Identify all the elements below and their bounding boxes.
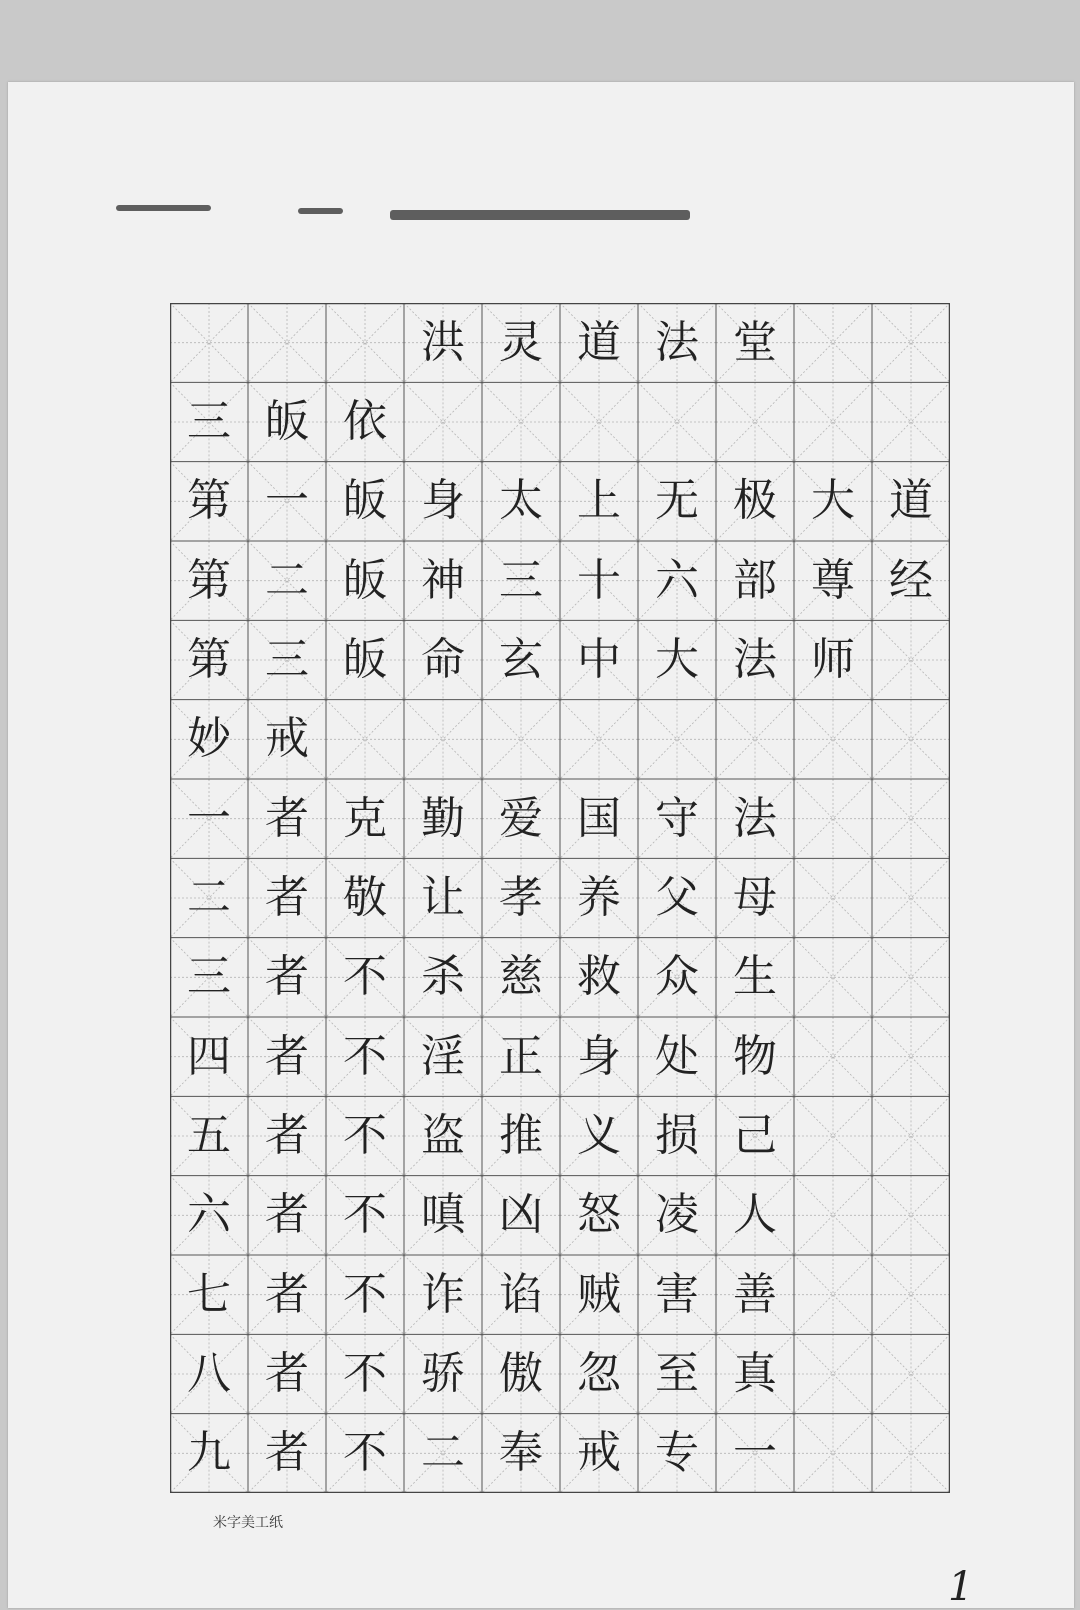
grid-char: 正 — [499, 1030, 543, 1082]
grid-char: 嗔 — [421, 1189, 465, 1241]
grid-char: 凌 — [655, 1189, 699, 1241]
grid-char: 上 — [577, 475, 621, 527]
grid-char: 真 — [733, 1347, 777, 1399]
grid-char: 经 — [889, 554, 933, 606]
grid-char: 尊 — [811, 554, 855, 606]
grid-char: 第 — [187, 554, 231, 606]
title-char: 法 — [655, 316, 699, 368]
grid-char: 者 — [265, 1109, 309, 1161]
grid-char: 不 — [343, 1347, 387, 1399]
grid-char: 十 — [577, 554, 621, 606]
grid-char: 淫 — [421, 1030, 465, 1082]
grid-char: 神 — [421, 554, 465, 606]
grid-char: 戒 — [265, 713, 309, 765]
grid-char: 无 — [655, 475, 699, 527]
grid-char: 中 — [577, 633, 621, 685]
grid-char: 守 — [655, 792, 699, 844]
grid-char: 不 — [343, 1189, 387, 1241]
grid-char: 第 — [187, 475, 231, 527]
grid-char: 极 — [733, 475, 777, 527]
grid-char: 敬 — [343, 871, 387, 923]
grid-char: 杀 — [421, 951, 465, 1003]
ink-smudge — [298, 208, 343, 214]
grid-char: 皈 — [265, 395, 309, 447]
grid-char: 四 — [187, 1030, 231, 1082]
grid-char: 生 — [733, 951, 777, 1003]
title-char: 堂 — [733, 316, 777, 368]
grid-char: 六 — [187, 1189, 231, 1241]
grid-char: 依 — [343, 395, 387, 447]
grid-char: 众 — [655, 951, 699, 1003]
grid-char: 道 — [889, 475, 933, 527]
grid-char: 己 — [733, 1109, 777, 1161]
grid-char: 一 — [733, 1427, 777, 1479]
grid-char: 皈 — [343, 554, 387, 606]
grid-char: 三 — [265, 633, 309, 685]
grid-char: 身 — [421, 475, 465, 527]
grid-char: 父 — [655, 871, 699, 923]
grid-char: 克 — [343, 792, 387, 844]
grid-char: 三 — [187, 951, 231, 1003]
grid-char: 第 — [187, 633, 231, 685]
grid-char: 骄 — [421, 1347, 465, 1399]
grid-char: 部 — [733, 554, 777, 606]
grid-char: 八 — [187, 1347, 231, 1399]
grid-char: 者 — [265, 1030, 309, 1082]
grid-char: 一 — [265, 475, 309, 527]
grid-char: 损 — [655, 1109, 699, 1161]
grid-char: 专 — [655, 1427, 699, 1479]
page-number: 1 — [948, 1564, 974, 1610]
grid-char: 善 — [733, 1268, 777, 1320]
grid-char: 傲 — [499, 1347, 543, 1399]
grid-char: 养 — [577, 871, 621, 923]
grid-char: 师 — [811, 633, 855, 685]
grid-char: 不 — [343, 951, 387, 1003]
grid-char: 奉 — [499, 1427, 543, 1479]
grid-char: 国 — [577, 792, 621, 844]
grid-char: 凶 — [499, 1189, 543, 1241]
grid-char: 者 — [265, 951, 309, 1003]
grid-char: 二 — [421, 1427, 465, 1479]
grid-char: 五 — [187, 1109, 231, 1161]
grid-char: 义 — [577, 1109, 621, 1161]
grid-char: 大 — [811, 475, 855, 527]
grid-char: 处 — [655, 1030, 699, 1082]
title-char: 道 — [577, 316, 621, 368]
grid-char: 大 — [655, 633, 699, 685]
grid-char: 贼 — [577, 1268, 621, 1320]
grid-char: 孝 — [499, 871, 543, 923]
grid-char: 法 — [733, 633, 777, 685]
grid-char: 不 — [343, 1427, 387, 1479]
grid-char: 二 — [187, 871, 231, 923]
paper-type-label: 米字美工纸 — [213, 1515, 283, 1531]
grid-char: 者 — [265, 1427, 309, 1479]
grid-char: 怒 — [577, 1189, 621, 1241]
grid-char: 不 — [343, 1268, 387, 1320]
grid-char: 推 — [499, 1109, 543, 1161]
grid-char: 者 — [265, 792, 309, 844]
grid-char: 皈 — [343, 475, 387, 527]
ink-smudge — [116, 205, 211, 211]
grid-char: 盗 — [421, 1109, 465, 1161]
grid-char: 者 — [265, 1347, 309, 1399]
grid-char: 命 — [421, 633, 465, 685]
grid-char: 救 — [577, 951, 621, 1003]
grid-char: 九 — [187, 1427, 231, 1479]
grid-char: 者 — [265, 1189, 309, 1241]
grid-char: 六 — [655, 554, 699, 606]
grid-char: 忽 — [577, 1347, 621, 1399]
grid-char: 害 — [655, 1268, 699, 1320]
grid-char: 母 — [733, 871, 777, 923]
title-char: 灵 — [499, 316, 543, 368]
rice-grid-practice-sheet — [170, 303, 950, 1493]
grid-char: 皈 — [343, 633, 387, 685]
grid-char: 身 — [577, 1030, 621, 1082]
grid-char: 人 — [733, 1189, 777, 1241]
grid-char: 诈 — [421, 1268, 465, 1320]
ink-smudge — [390, 210, 690, 220]
grid-char: 慈 — [499, 951, 543, 1003]
grid-char: 玄 — [499, 633, 543, 685]
grid-char: 妙 — [187, 713, 231, 765]
grid-char: 一 — [187, 792, 231, 844]
grid-char: 不 — [343, 1030, 387, 1082]
title-char: 洪 — [421, 316, 465, 368]
grid-char: 七 — [187, 1268, 231, 1320]
grid-char: 法 — [733, 792, 777, 844]
grid-char: 太 — [499, 475, 543, 527]
grid-char: 戒 — [577, 1427, 621, 1479]
grid-char: 谄 — [499, 1268, 543, 1320]
grid-char: 物 — [733, 1030, 777, 1082]
grid-char: 让 — [421, 871, 465, 923]
grid-char: 勤 — [421, 792, 465, 844]
grid-char: 至 — [655, 1347, 699, 1399]
grid-char: 不 — [343, 1109, 387, 1161]
grid-char: 三 — [187, 395, 231, 447]
grid-char: 者 — [265, 871, 309, 923]
grid-char: 二 — [265, 554, 309, 606]
grid-char: 爱 — [499, 792, 543, 844]
grid-char: 者 — [265, 1268, 309, 1320]
grid-char: 三 — [499, 554, 543, 606]
